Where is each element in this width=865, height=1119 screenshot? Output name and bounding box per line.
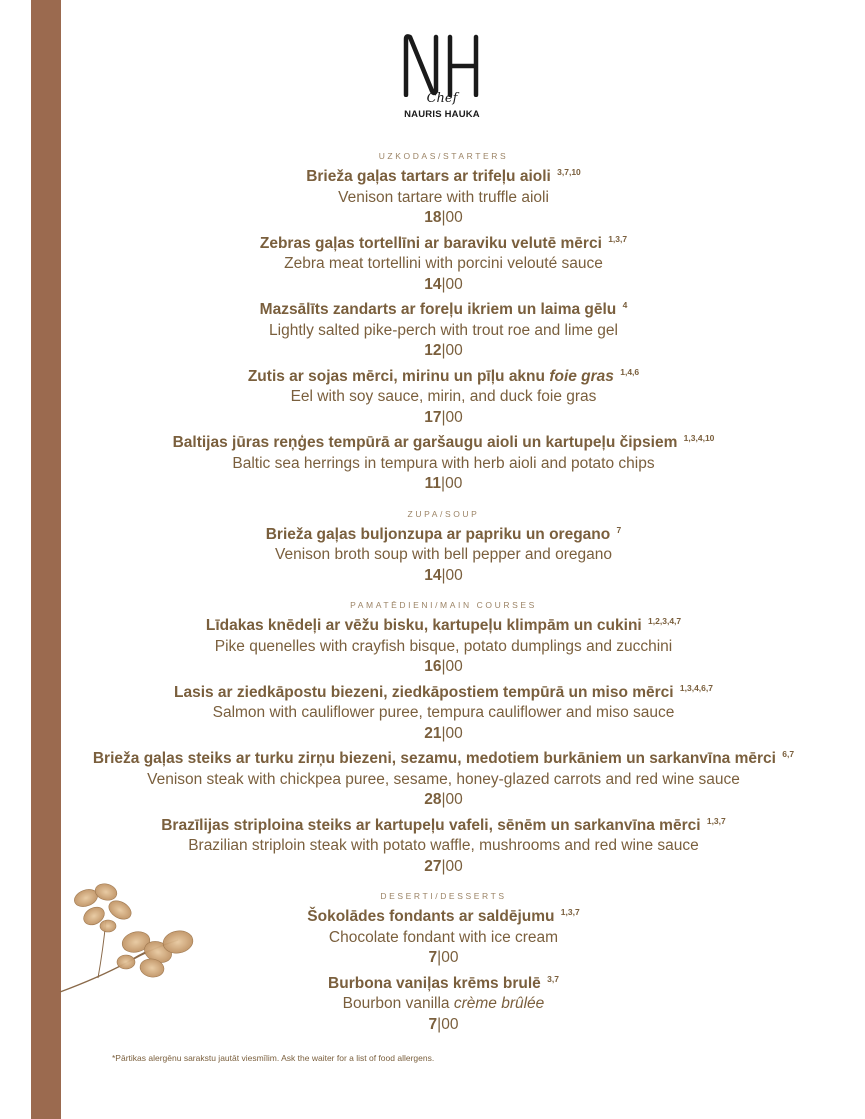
dish-description-text: Bourbon vanilla bbox=[342, 995, 450, 1012]
section-gap bbox=[61, 495, 826, 508]
dish-name-text: Zutis ar sojas mērci, mirinu un pīļu aknu bbox=[247, 367, 545, 385]
price-main: 21 bbox=[424, 724, 442, 742]
dish-description bbox=[61, 637, 826, 658]
dish-name-text: Lasis ar ziedkāpostu biezeni, ziedkāpostiem tempūrā un miso mērci bbox=[173, 683, 674, 701]
price-decimal: 00 bbox=[445, 342, 463, 359]
allergen-codes: 1,3,7 bbox=[560, 907, 580, 917]
dish-name-text: Burbona vaniļas krēms brulē bbox=[328, 974, 541, 992]
price-main: 27 bbox=[424, 857, 442, 875]
menu-section bbox=[61, 599, 826, 877]
price-decimal: 00 bbox=[445, 275, 463, 293]
dish-name-text: Baltijas jūras reņģes tempūrā ar garšaugu aioli un kartupeļu čipsiem bbox=[172, 434, 678, 451]
dish-name bbox=[61, 520, 826, 546]
allergen-codes: 1,2,3,4,7 bbox=[648, 616, 682, 626]
dish-description bbox=[61, 770, 826, 791]
dish-description bbox=[61, 545, 826, 566]
price-decimal: 00 bbox=[445, 408, 463, 426]
price-separator: | bbox=[441, 658, 446, 675]
dish-price bbox=[61, 790, 826, 811]
price-separator: | bbox=[441, 566, 446, 584]
dish-description-italic: crème brûlée bbox=[453, 995, 545, 1012]
dish-price bbox=[61, 566, 826, 587]
price-decimal: 00 bbox=[445, 475, 463, 492]
menu-section bbox=[61, 508, 826, 587]
dish-description bbox=[61, 387, 826, 408]
dish-price bbox=[61, 857, 826, 878]
menu-item bbox=[61, 295, 826, 362]
dish-name-text: Šokolādes fondants ar saldējumu bbox=[307, 908, 555, 925]
price-decimal: 00 bbox=[441, 949, 459, 966]
dish-description-text: Venison steak with chickpea puree, sesame, honey-glazed carrots and red wine sauce bbox=[147, 770, 740, 788]
dish-name-text: Brieža gaļas steiks ar turku zirņu biezeni, sezamu, medotiem burkāniem un sarkanvīna mērci bbox=[92, 750, 776, 767]
logo-chef-name: NAURIS HAUKA bbox=[404, 109, 480, 120]
dish-name bbox=[61, 162, 826, 188]
dish-description bbox=[61, 454, 826, 475]
dish-description-text: Zebra meat tortellini with porcini velouté sauce bbox=[284, 255, 603, 272]
dish-description-text: Baltic sea herrings in tempura with herb aioli and potato chips bbox=[232, 454, 655, 472]
section-title: UZKODAS/STARTERS bbox=[378, 151, 509, 161]
dish-price bbox=[61, 341, 826, 362]
dish-price bbox=[61, 724, 826, 745]
price-decimal: 00 bbox=[445, 791, 463, 808]
allergen-codes: 7 bbox=[616, 524, 622, 535]
logo-script: Chef bbox=[426, 91, 458, 106]
price-decimal: 00 bbox=[445, 566, 463, 584]
allergen-footnote: *Pārtikas alergēnu sarakstu jautāt viesmīlim. Ask the waiter for a list of food allergens. bbox=[112, 1053, 435, 1063]
price-main: 14 bbox=[424, 566, 442, 584]
dish-description-text: Lightly salted pike-perch with trout roe and lime gel bbox=[269, 321, 618, 339]
dish-name bbox=[61, 611, 826, 637]
dish-description-text: Venison tartare with truffle aioli bbox=[338, 188, 549, 206]
price-decimal: 00 bbox=[445, 658, 463, 675]
dish-name bbox=[61, 295, 826, 321]
section-title: ZUPA/SOUP bbox=[407, 508, 480, 519]
price-separator: | bbox=[441, 857, 446, 875]
price-main: 17 bbox=[424, 408, 442, 426]
price-separator: | bbox=[441, 408, 446, 426]
section-gap bbox=[61, 586, 826, 599]
allergen-codes: 6,7 bbox=[782, 749, 795, 759]
dish-name-text: Mazsālīts zandarts ar foreļu ikriem un laima gēlu bbox=[259, 301, 617, 318]
price-decimal: 00 bbox=[445, 724, 463, 742]
menu-item bbox=[61, 229, 826, 296]
dish-description bbox=[61, 321, 826, 342]
price-decimal: 00 bbox=[445, 209, 463, 226]
menu-item bbox=[61, 520, 826, 587]
dish-description bbox=[61, 188, 826, 209]
dish-description-text: Venison broth soup with bell pepper and oregano bbox=[275, 546, 612, 563]
menu-item bbox=[61, 744, 826, 811]
price-separator: | bbox=[437, 949, 442, 966]
dish-description-text: Brazilian striploin steak with potato waffle, mushrooms and red wine sauce bbox=[188, 837, 699, 854]
dish-price bbox=[61, 408, 826, 429]
price-main: 14 bbox=[424, 275, 442, 293]
dish-description-text: Salmon with cauliflower puree, tempura cauliflower and miso sauce bbox=[212, 704, 675, 721]
dish-description-text: Chocolate fondant with ice cream bbox=[328, 928, 559, 946]
dish-price bbox=[61, 208, 826, 229]
dish-name bbox=[61, 428, 826, 454]
allergen-codes: 1,4,6 bbox=[620, 366, 640, 377]
menu-item bbox=[61, 678, 826, 745]
dish-name bbox=[61, 678, 826, 704]
allergen-codes: 1,3,7 bbox=[706, 815, 726, 826]
price-main: 28 bbox=[424, 791, 442, 808]
dish-price bbox=[61, 1015, 826, 1036]
section-title: DESERTI/DESSERTS bbox=[380, 891, 507, 901]
logo bbox=[380, 33, 504, 125]
price-decimal: 00 bbox=[445, 857, 463, 875]
allergen-codes: 4 bbox=[622, 300, 628, 310]
dish-description-text: Eel with soy sauce, mirin, and duck foie gras bbox=[290, 388, 597, 405]
allergen-codes: 1,3,4,6,7 bbox=[679, 682, 713, 693]
nh-monogram-icon bbox=[402, 33, 482, 97]
section-title: PAMATĒDIENI/MAIN COURSES bbox=[350, 600, 537, 610]
dried-flower-icon bbox=[58, 880, 208, 1000]
dish-name-text: Brazīlijas striploina steiks ar kartupeļu vafeli, sēnēm un sarkanvīna mērci bbox=[161, 816, 701, 834]
price-main: 11 bbox=[424, 475, 442, 492]
dish-price bbox=[61, 275, 826, 296]
price-separator: | bbox=[437, 1015, 442, 1033]
dish-name-text: Līdakas knēdeļi ar vēžu bisku, kartupeļu klimpām un cukini bbox=[205, 617, 642, 634]
price-separator: | bbox=[441, 275, 446, 293]
price-main: 12 bbox=[424, 342, 442, 359]
dish-description bbox=[61, 703, 826, 724]
dish-name bbox=[61, 229, 826, 255]
price-main: 7 bbox=[428, 949, 438, 966]
allergen-codes: 1,3,7 bbox=[608, 233, 628, 244]
price-decimal: 00 bbox=[441, 1015, 459, 1033]
menu-item bbox=[61, 428, 826, 495]
left-stripe bbox=[31, 0, 61, 1119]
dish-name-text: Brieža gaļas buljonzupa ar papriku un oregano bbox=[265, 525, 611, 543]
dish-name bbox=[61, 811, 826, 837]
price-separator: | bbox=[441, 209, 446, 226]
allergen-codes: 1,3,4,10 bbox=[683, 433, 715, 443]
menu-item bbox=[61, 362, 826, 429]
allergen-codes: 3,7 bbox=[547, 973, 559, 984]
menu-item bbox=[61, 811, 826, 878]
price-separator: | bbox=[441, 342, 446, 359]
dish-price bbox=[61, 474, 826, 495]
dish-description bbox=[61, 836, 826, 857]
price-main: 7 bbox=[428, 1015, 438, 1033]
menu-item bbox=[61, 162, 826, 229]
price-separator: | bbox=[441, 724, 446, 742]
menu-section bbox=[61, 150, 826, 495]
menu-item bbox=[61, 611, 826, 678]
dish-description-text: Pike quenelles with crayfish bisque, potato dumplings and zucchini bbox=[214, 637, 673, 655]
price-separator: | bbox=[441, 475, 446, 492]
dish-name bbox=[61, 744, 826, 770]
dish-name bbox=[61, 362, 826, 388]
allergen-codes: 3,7,10 bbox=[557, 167, 581, 177]
dish-name-text: Brieža gaļas tartars ar trifeļu aioli bbox=[306, 168, 551, 185]
price-main: 18 bbox=[424, 209, 442, 226]
dish-name-text: Zebras gaļas tortellīni ar baraviku velutē mērci bbox=[259, 234, 602, 252]
dish-name-italic: foie gras bbox=[549, 367, 614, 385]
dish-description bbox=[61, 254, 826, 275]
price-separator: | bbox=[441, 791, 446, 808]
price-main: 16 bbox=[424, 658, 442, 675]
dish-price bbox=[61, 657, 826, 678]
